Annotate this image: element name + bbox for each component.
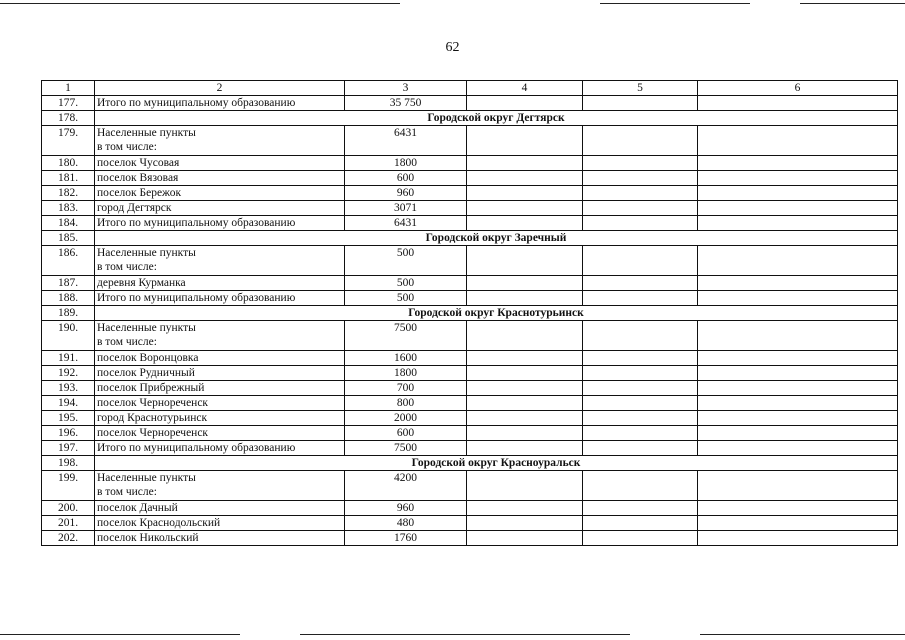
settlement-cell [95,351,345,366]
row-number: 193. [42,381,95,396]
empty-cell-col5 [583,321,698,351]
row-number: 179. [42,126,95,156]
row-number: 202. [42,531,95,546]
population-value: 2000 [345,411,467,426]
empty-cell-col4 [467,321,583,351]
empty-cell-col5 [583,396,698,411]
population-value: 1600 [345,351,467,366]
empty-cell-col6 [698,246,898,276]
column-header: 2 [95,81,345,96]
population-value: 700 [345,381,467,396]
table-row [42,366,898,381]
empty-cell-col4 [467,516,583,531]
settlement-name: Итого по муниципальному образованию [97,97,296,109]
settlement-cell [95,516,345,531]
settlement-cell [95,216,345,231]
settlement-cell [95,321,345,351]
section-row [42,456,898,471]
population-value: 500 [345,291,467,306]
empty-cell-col5 [583,531,698,546]
settlement-name: поселок Чусовая [97,157,180,169]
table-body [42,81,898,546]
column-header: 3 [345,81,467,96]
settlement-name: Населенные пункты [97,247,196,259]
empty-cell-col5 [583,171,698,186]
empty-cell-col4 [467,276,583,291]
table-row [42,501,898,516]
settlements-table [41,80,898,546]
table-row [42,351,898,366]
empty-cell-col5 [583,366,698,381]
settlement-cell [95,471,345,501]
empty-cell-col6 [698,441,898,456]
settlement-cell [95,291,345,306]
settlement-subtitle: в том числе: [97,486,157,498]
empty-cell-col6 [698,516,898,531]
population-value: 600 [345,426,467,441]
column-header: 1 [42,81,95,96]
empty-cell-col6 [698,381,898,396]
row-number: 199. [42,471,95,501]
column-header-row [42,81,898,96]
settlement-name: поселок Краснодольский [97,517,221,529]
empty-cell-col6 [698,366,898,381]
empty-cell-col4 [467,246,583,276]
table-row [42,516,898,531]
table-row [42,171,898,186]
row-number: 177. [42,96,95,111]
settlement-cell [95,396,345,411]
settlement-name: деревня Курманка [97,277,186,289]
empty-cell-col5 [583,381,698,396]
column-header: 6 [698,81,898,96]
population-value: 1800 [345,156,467,171]
row-number: 192. [42,366,95,381]
table-row [42,411,898,426]
empty-cell-col5 [583,96,698,111]
row-number: 197. [42,441,95,456]
population-value: 7500 [345,321,467,351]
table-row [42,246,898,276]
settlement-name: поселок Никольский [97,532,199,544]
empty-cell-col5 [583,186,698,201]
empty-cell-col4 [467,96,583,111]
empty-cell-col4 [467,501,583,516]
empty-cell-col5 [583,126,698,156]
settlement-name: город Дегтярск [97,202,172,214]
row-number: 182. [42,186,95,201]
settlement-cell [95,156,345,171]
empty-cell-col4 [467,381,583,396]
table-row [42,156,898,171]
section-title: Городской округ Красноуральск [95,456,898,471]
empty-cell-col4 [467,441,583,456]
settlement-cell [95,126,345,156]
table-row [42,216,898,231]
population-value: 1800 [345,366,467,381]
population-value: 6431 [345,126,467,156]
row-number: 181. [42,171,95,186]
settlement-name: Населенные пункты [97,322,196,334]
empty-cell-col4 [467,411,583,426]
population-value: 3071 [345,201,467,216]
empty-cell-col6 [698,216,898,231]
row-number: 190. [42,321,95,351]
settlement-cell [95,501,345,516]
column-header: 4 [467,81,583,96]
empty-cell-col4 [467,531,583,546]
empty-cell-col4 [467,366,583,381]
section-title: Городской округ Дегтярск [95,111,898,126]
section-row [42,231,898,246]
table-row [42,291,898,306]
settlement-name: Итого по муниципальному образованию [97,217,296,229]
empty-cell-col5 [583,156,698,171]
empty-cell-col6 [698,186,898,201]
empty-cell-col6 [698,291,898,306]
settlement-cell [95,531,345,546]
empty-cell-col6 [698,321,898,351]
settlement-cell [95,381,345,396]
empty-cell-col4 [467,426,583,441]
row-number: 195. [42,411,95,426]
empty-cell-col5 [583,441,698,456]
empty-cell-col4 [467,471,583,501]
table-row [42,471,898,501]
empty-cell-col6 [698,471,898,501]
column-header: 5 [583,81,698,96]
top-rule-mid [600,3,750,4]
empty-cell-col5 [583,201,698,216]
settlement-name: поселок Бережок [97,187,182,199]
settlement-cell [95,366,345,381]
empty-cell-col6 [698,276,898,291]
settlement-name: Итого по муниципальному образованию [97,442,296,454]
table-row [42,201,898,216]
top-rule-left [0,3,400,4]
population-value: 600 [345,171,467,186]
table-row [42,441,898,456]
settlement-name: поселок Рудничный [97,367,195,379]
table-row [42,186,898,201]
empty-cell-col6 [698,501,898,516]
row-number: 198. [42,456,95,471]
table-row [42,381,898,396]
empty-cell-col6 [698,201,898,216]
empty-cell-col4 [467,156,583,171]
settlement-cell [95,441,345,456]
settlement-subtitle: в том числе: [97,141,157,153]
empty-cell-col6 [698,171,898,186]
population-value: 6431 [345,216,467,231]
settlement-name: город Краснотурьинск [97,412,208,424]
population-value: 480 [345,516,467,531]
settlement-cell [95,426,345,441]
settlement-cell [95,411,345,426]
empty-cell-col6 [698,156,898,171]
empty-cell-col6 [698,411,898,426]
row-number: 191. [42,351,95,366]
row-number: 186. [42,246,95,276]
row-number: 196. [42,426,95,441]
row-number: 185. [42,231,95,246]
table-row [42,126,898,156]
empty-cell-col6 [698,351,898,366]
row-number: 180. [42,156,95,171]
empty-cell-col5 [583,471,698,501]
settlement-name: Населенные пункты [97,127,196,139]
row-number: 178. [42,111,95,126]
table-row [42,276,898,291]
empty-cell-col4 [467,126,583,156]
settlement-cell [95,186,345,201]
section-title: Городской округ Заречный [95,231,898,246]
table-row [42,426,898,441]
row-number: 189. [42,306,95,321]
empty-cell-col5 [583,216,698,231]
row-number: 184. [42,216,95,231]
empty-cell-col5 [583,351,698,366]
population-value: 7500 [345,441,467,456]
settlement-cell [95,246,345,276]
bottom-rule-mid [300,634,630,635]
empty-cell-col4 [467,216,583,231]
population-value: 960 [345,501,467,516]
population-value: 500 [345,246,467,276]
section-title: Городской округ Краснотурьинск [95,306,898,321]
empty-cell-col5 [583,501,698,516]
empty-cell-col4 [467,351,583,366]
page-number: 62 [445,40,460,55]
settlement-name: поселок Вязовая [97,172,179,184]
row-number: 200. [42,501,95,516]
settlement-name: поселок Чернореченск [97,427,209,439]
population-value: 4200 [345,471,467,501]
population-value: 500 [345,276,467,291]
empty-cell-col6 [698,96,898,111]
empty-cell-col4 [467,201,583,216]
population-value: 800 [345,396,467,411]
table-row [42,531,898,546]
empty-cell-col6 [698,426,898,441]
section-row [42,111,898,126]
bottom-rule-right [700,634,905,635]
empty-cell-col5 [583,426,698,441]
settlement-name: Населенные пункты [97,472,196,484]
empty-cell-col4 [467,186,583,201]
settlement-cell [95,171,345,186]
empty-cell-col6 [698,126,898,156]
empty-cell-col4 [467,291,583,306]
row-number: 201. [42,516,95,531]
population-value: 960 [345,186,467,201]
top-rule-right [800,3,905,4]
table-row [42,396,898,411]
row-number: 183. [42,201,95,216]
population-value: 35 750 [345,96,467,111]
row-number: 188. [42,291,95,306]
settlement-name: Итого по муниципальному образованию [97,292,296,304]
empty-cell-col5 [583,516,698,531]
table-row [42,321,898,351]
empty-cell-col5 [583,246,698,276]
empty-cell-col6 [698,396,898,411]
empty-cell-col4 [467,396,583,411]
row-number: 194. [42,396,95,411]
table-row [42,96,898,111]
section-row [42,306,898,321]
empty-cell-col6 [698,531,898,546]
settlement-cell [95,276,345,291]
bottom-rule-left [0,634,240,635]
settlement-name: поселок Дачный [97,502,178,514]
settlement-name: поселок Чернореченск [97,397,209,409]
empty-cell-col5 [583,411,698,426]
settlement-name: поселок Воронцовка [97,352,199,364]
row-number: 187. [42,276,95,291]
empty-cell-col4 [467,171,583,186]
settlement-cell [95,201,345,216]
empty-cell-col5 [583,276,698,291]
settlement-subtitle: в том числе: [97,336,157,348]
settlement-name: поселок Прибрежный [97,382,205,394]
empty-cell-col5 [583,291,698,306]
settlement-cell [95,96,345,111]
population-value: 1760 [345,531,467,546]
settlement-subtitle: в том числе: [97,261,157,273]
